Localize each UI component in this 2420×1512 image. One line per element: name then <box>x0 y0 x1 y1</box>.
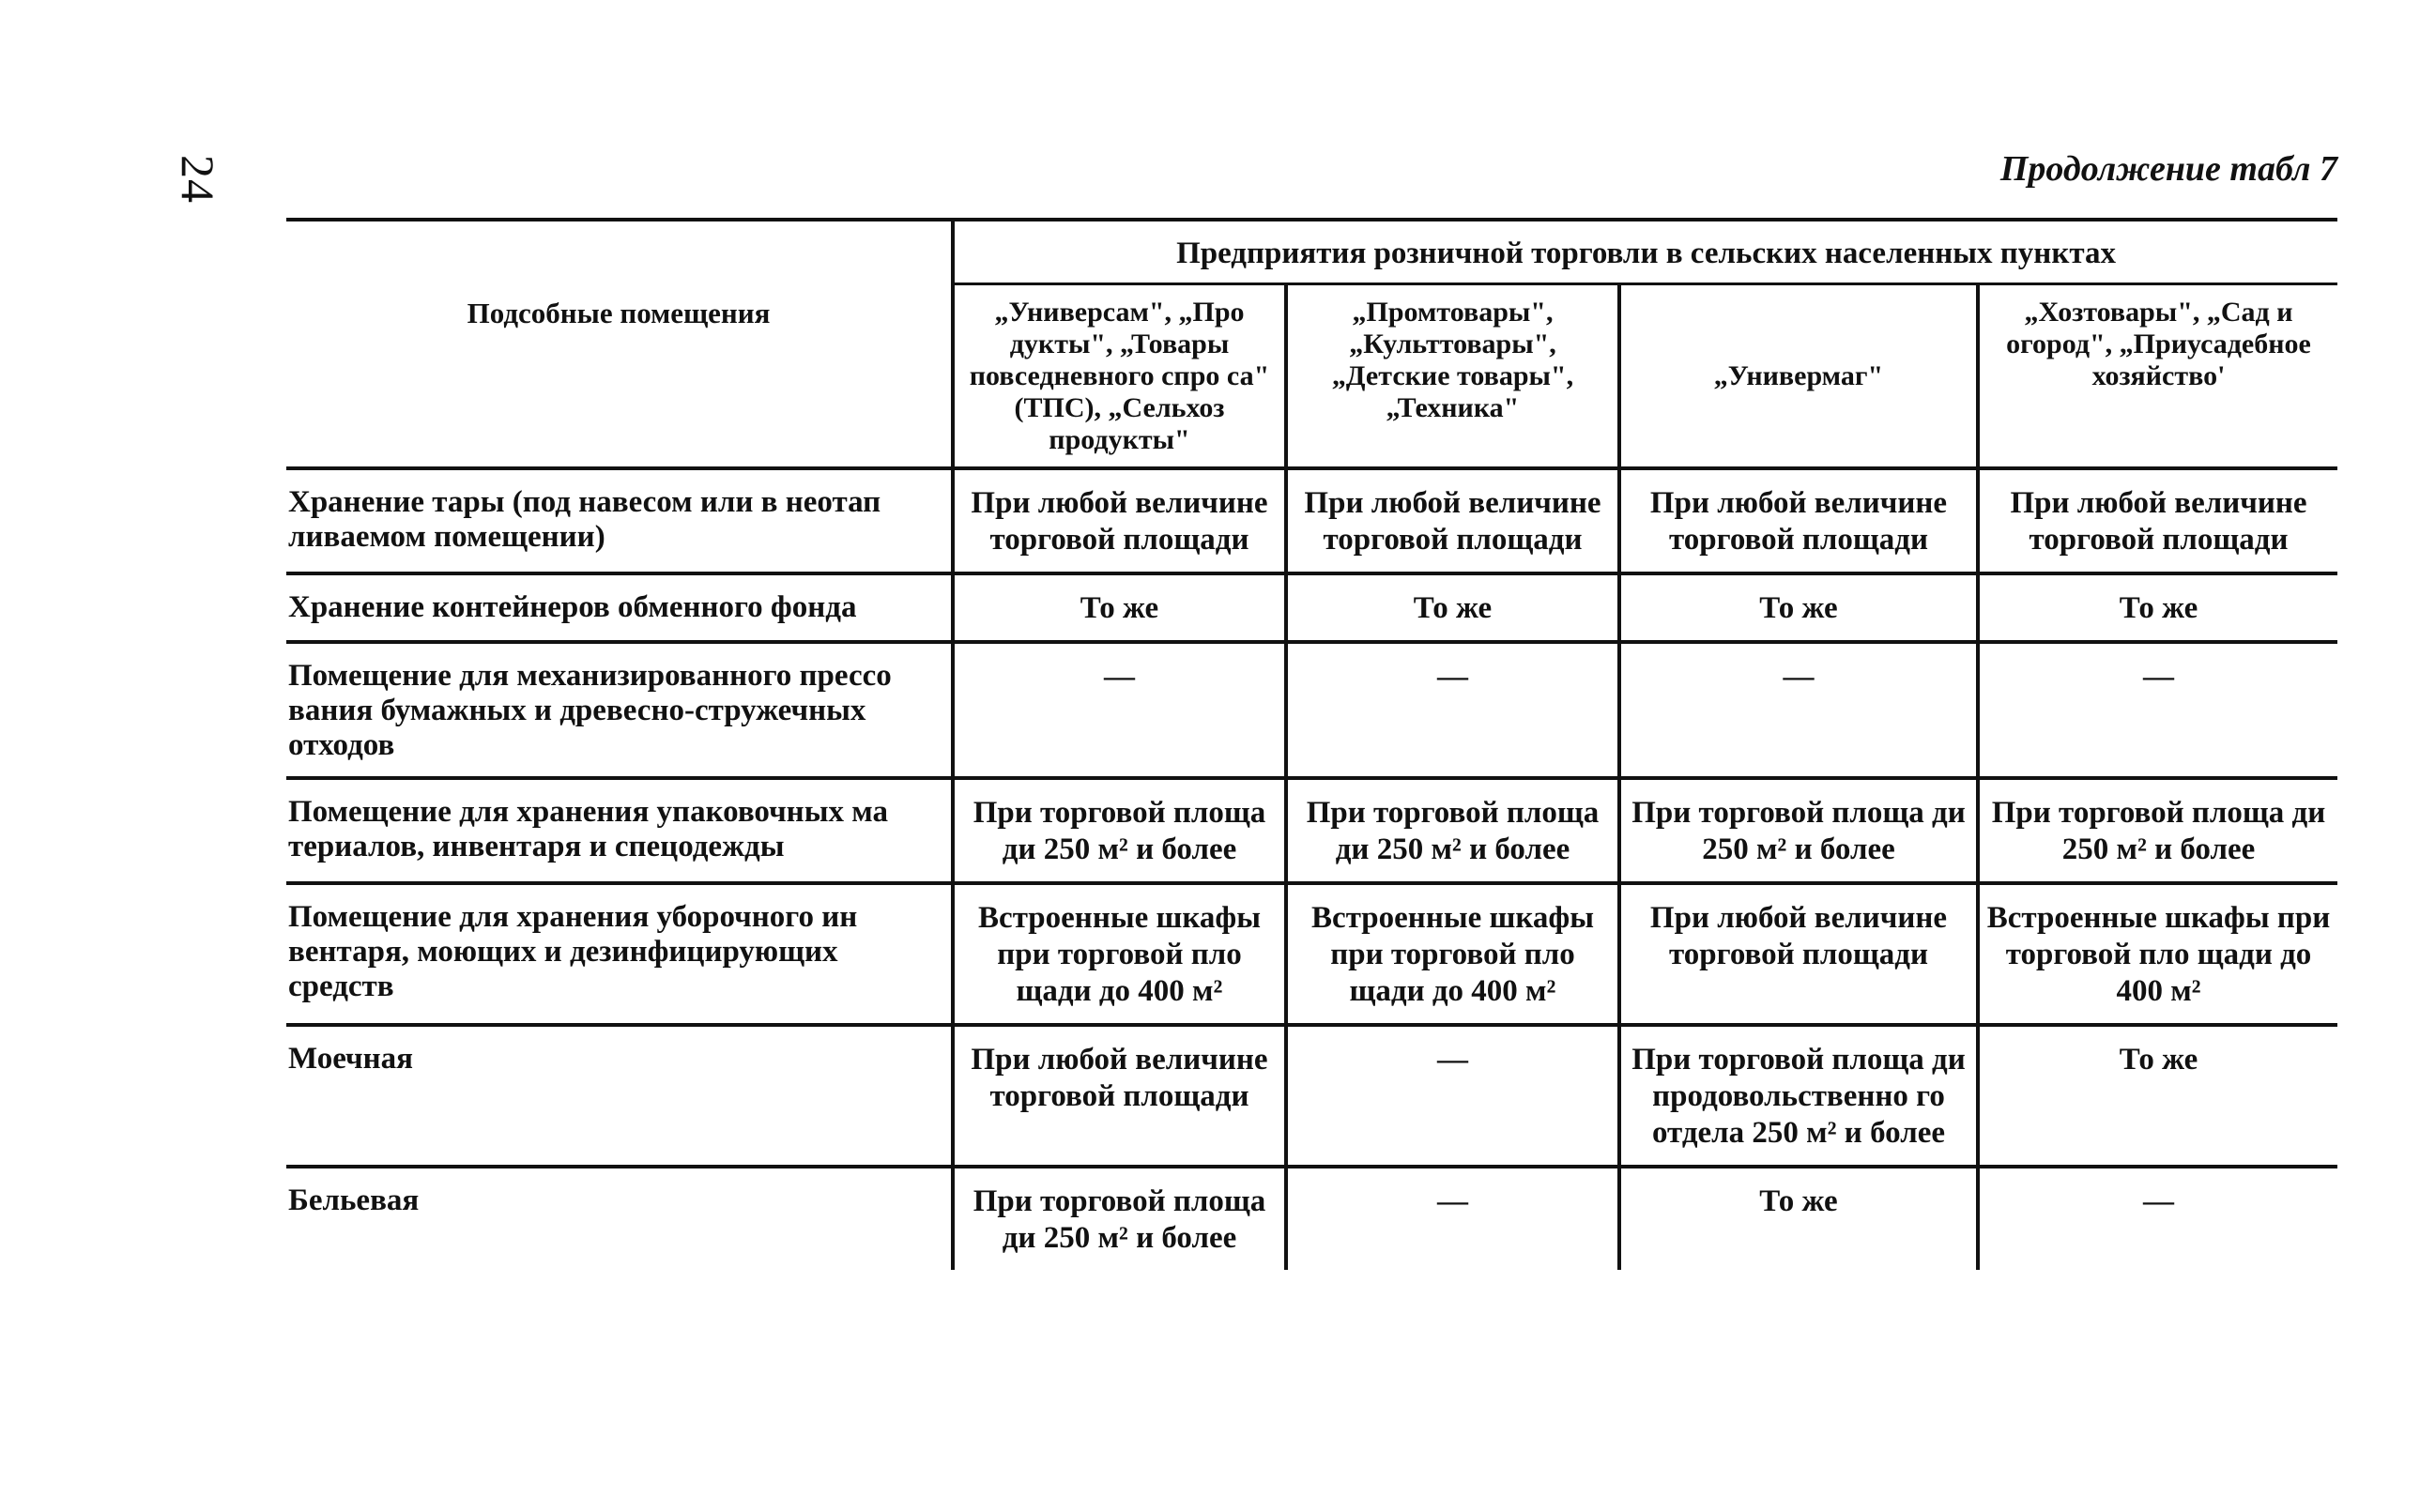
table-cell: — <box>1286 1025 1619 1167</box>
table-continuation-label: Продолжение табл 7 <box>1999 149 2337 189</box>
table-cell: При торговой площа ди 250 м² и более <box>1286 778 1619 883</box>
row-label: Помещение для хранения уборочного ин вентаря, моющих и дезинфицирующих средств <box>286 883 953 1025</box>
table-cell: То же <box>1978 573 2337 642</box>
table-cell: — <box>1978 1167 2337 1270</box>
first-column-header: Подсобные помещения <box>286 220 953 468</box>
row-label: Бельевая <box>288 1183 420 1217</box>
column-header: „Хозтовары", „Сад и огород", „Приусадебное хозяйство' <box>1978 284 2337 469</box>
table-cell: То же <box>1978 1025 2337 1167</box>
table-cell: При торговой площа ди 250 м² и более <box>1978 778 2337 883</box>
table-cell: При торговой площа ди 250 м² и более <box>953 778 1286 883</box>
table-row <box>286 642 2337 778</box>
table-cell: — <box>1978 642 2337 778</box>
table-cell: — <box>1286 1167 1619 1270</box>
table-cell: — <box>953 642 1286 778</box>
table-cell: При торговой площа ди продовольственно го отдела 250 м² и более <box>1619 1025 1978 1167</box>
row-label: Помещение для механизированного прессо вания бумажных и древесно-стружечных отходов <box>286 642 953 778</box>
column-header: „Универмаг" <box>1619 284 1978 469</box>
table-cell: При любой величине торговой площади <box>1286 468 1619 573</box>
table-cell: То же <box>1619 573 1978 642</box>
row-label: Хранение тары (под навесом или в неотап ливаемом помещении) <box>286 468 953 573</box>
table-cell: — <box>1619 642 1978 778</box>
table-cell: При любой величине торговой площади <box>953 1025 1286 1167</box>
table-cell: Встроенные шкафы при торговой пло щади до 400 м² <box>1286 883 1619 1025</box>
table-cell: При любой величине торговой площади <box>1619 468 1978 573</box>
table-cell: При торговой площа ди 250 м² и более <box>1619 778 1978 883</box>
table-cell: То же <box>953 573 1286 642</box>
row-label: Помещение для хранения упаковочных ма териалов, инвентаря и спецодежды <box>286 778 953 883</box>
table-row <box>286 573 2337 642</box>
premises-table <box>286 218 2337 1270</box>
table-row <box>286 1025 2337 1167</box>
row-label: Хранение контейнеров обменного фонда <box>286 573 953 642</box>
row-label: Моечная <box>286 1025 953 1167</box>
table-row <box>286 468 2337 573</box>
table-row <box>286 883 2337 1025</box>
table-cell: Встроенные шкафы при торговой пло щади до 400 м² <box>953 883 1286 1025</box>
table-cell: — <box>1286 642 1619 778</box>
column-header: „Универсам", „Про дукты", „Товары повседневного спро са" (ТПС), „Сельхоз продукты" <box>953 284 1286 469</box>
column-header: „Промтовары", „Культтовары", „Детские товары", „Техника" <box>1286 284 1619 469</box>
table-cell: При любой величине торговой площади <box>1978 468 2337 573</box>
table-cell: При торговой площа ди 250 м² и более <box>953 1167 1286 1270</box>
group-header: Предприятия розничной торговли в сельских населенных пунктах <box>953 220 2337 284</box>
table-cell: При любой величине торговой площади <box>953 468 1286 573</box>
table-cell: При любой величине торговой площади <box>1619 883 1978 1025</box>
table-row <box>286 778 2337 883</box>
table-row <box>286 1167 2337 1270</box>
table-cell: Встроенные шкафы при торговой пло щади до 400 м² <box>1978 883 2337 1025</box>
table-cell: То же <box>1619 1167 1978 1270</box>
page-number: 24 <box>172 155 224 204</box>
table-cell: То же <box>1286 573 1619 642</box>
